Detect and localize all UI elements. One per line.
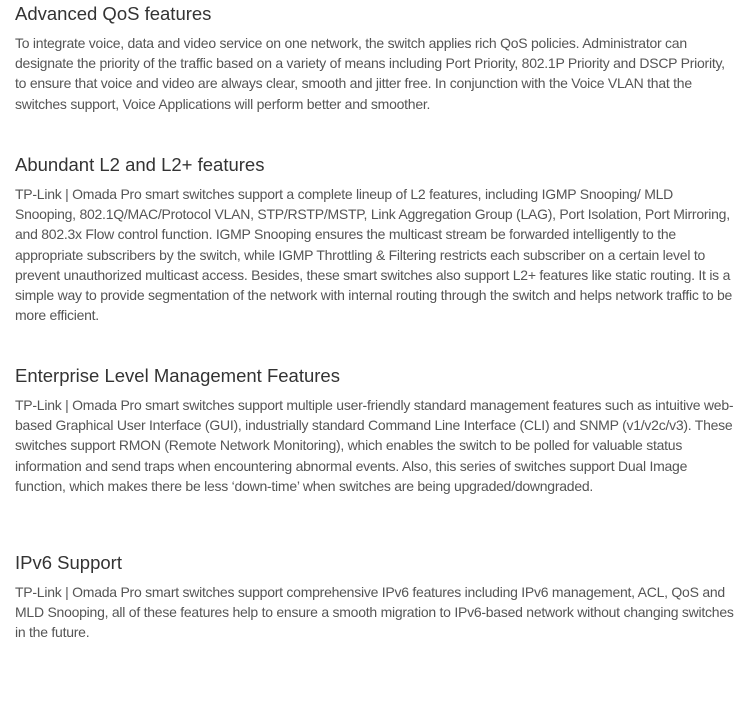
section-body: TP-Link | Omada Pro smart switches support comprehensive IPv6 features including IPv6 management, ACL, QoS and MLD Snooping, all of these features help to ensure a smooth migration to IPv6-based network without changing switches in the future. [15, 584, 734, 641]
section-title: Abundant L2 and L2+ features [15, 154, 265, 175]
section-title: IPv6 Support [15, 552, 122, 573]
section-enterprise-management [15, 364, 737, 496]
section-abundant-l2 [15, 153, 737, 325]
section-title: Advanced QoS features [15, 3, 212, 24]
section-body: TP-Link | Omada Pro smart switches support multiple user-friendly standard management features such as intuitive web-based Graphical User Interface (GUI), industrially standard Command Line Interface (CLI) and SNMP (v1/v2c/v3). These switches support RMON (Remote Network Monitoring), which enables the switch to be polled for valuable status information and send traps when encountering abnormal events. Also, this series of switches support Dual Image function, which makes there be less ‘down-time’ when switches are being upgraded/downgraded. [15, 397, 734, 494]
section-advanced-qos [15, 2, 737, 114]
section-body: To integrate voice, data and video service on one network, the switch applies rich QoS policies. Administrator can designate the priority of the traffic based on a variety of means including Port Priority, 802.1P Priority and DSCP Priority, to ensure that voice and video are always clear, smooth and jitter free. In conjunction with the Voice VLAN that the switches support, Voice Applications will perform better and smoother. [15, 35, 725, 112]
section-title: Enterprise Level Management Features [15, 365, 340, 386]
section-body: TP-Link | Omada Pro smart switches support a complete lineup of L2 features, including IGMP Snooping/ MLD Snooping, 802.1Q/MAC/Protocol VLAN, STP/RSTP/MSTP, Link Aggregation Group (LAG), Port Isolation, Port Mirroring, and 802.3x Flow control function. IGMP Snooping ensures the multicast stream be forwarded intelligently to the appropriate subscribers by the switch, while IGMP Throttling & Filtering restricts each subscriber on a certain level to prevent unauthorized multicast access. Besides, these smart switches also support L2+ features like static routing. It is a simple way to provide segmentation of the network with internal routing through the switch and helps network traffic to be more efficient. [15, 186, 733, 324]
section-ipv6-support [15, 551, 737, 643]
